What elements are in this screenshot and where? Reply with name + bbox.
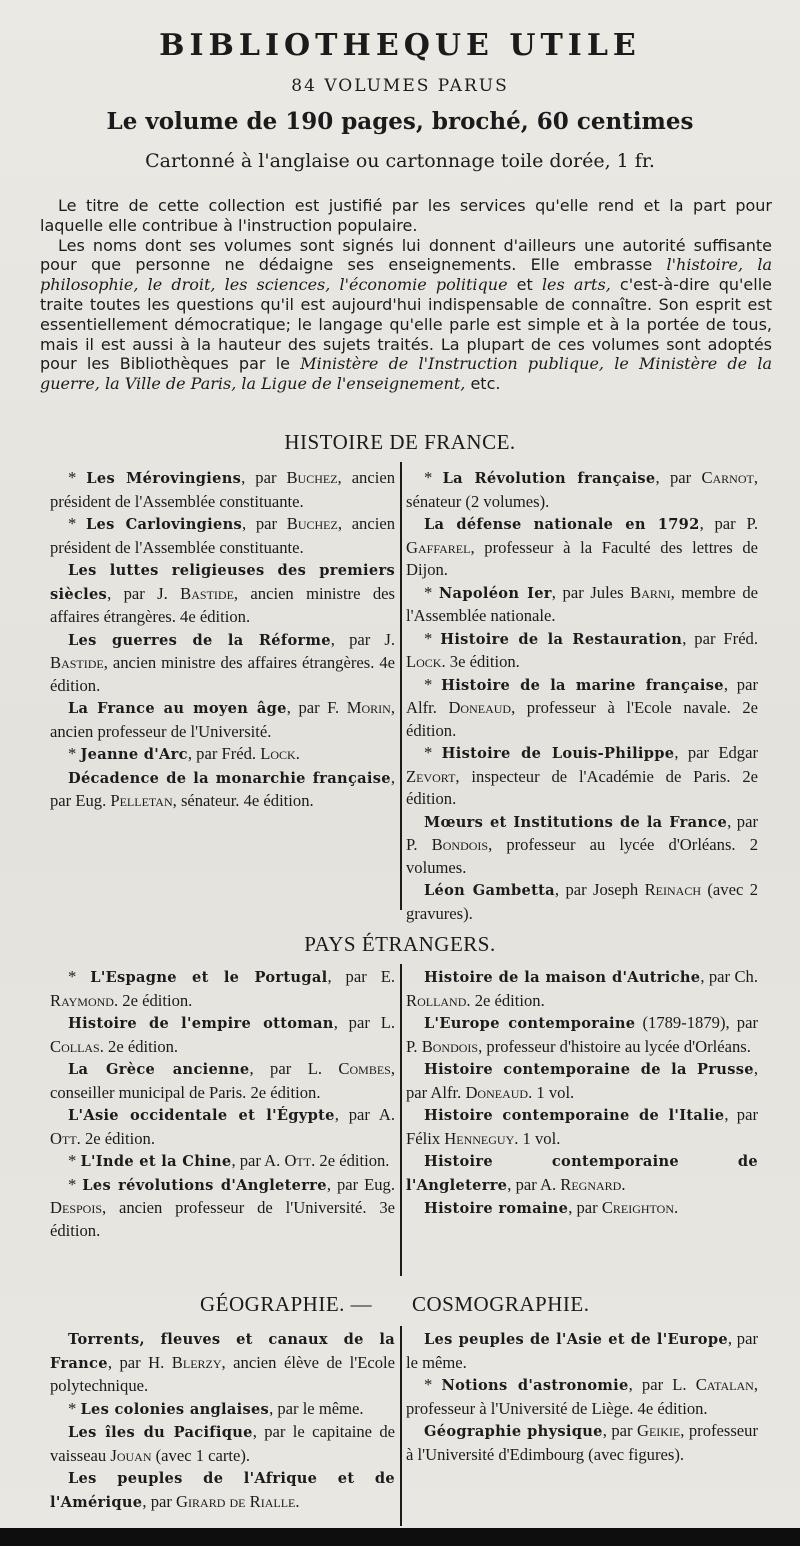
entry-text: , par Jules bbox=[551, 582, 631, 602]
entry-text: , par J. bbox=[107, 583, 181, 603]
book-entry bbox=[50, 697, 395, 743]
book-entry bbox=[50, 467, 395, 513]
intro-italic-2: les arts, bbox=[541, 275, 611, 295]
entry-text: , par Alfr. bbox=[406, 1059, 758, 1102]
entry-details: , professeur à l'Université d'Edimbourg (avec figures). bbox=[406, 1421, 758, 1464]
intro-text-d: etc. bbox=[465, 374, 501, 394]
book-author: Bondois bbox=[421, 1036, 479, 1056]
book-title: Napoléon Ier bbox=[438, 584, 552, 602]
book-entry bbox=[406, 674, 758, 743]
book-entry bbox=[50, 966, 395, 1012]
entry-marker: * bbox=[68, 1398, 81, 1418]
book-title: Décadence de la monarchie française bbox=[68, 769, 391, 787]
book-title: Les peuples de l'Afrique et de l'Amérique bbox=[50, 1470, 395, 1511]
entry-details: , ancien professeur de l'Université. bbox=[50, 698, 395, 741]
book-entry bbox=[406, 628, 758, 674]
entry-text: , par Alfr. bbox=[406, 674, 758, 717]
book-entry bbox=[406, 879, 758, 925]
entry-details: . 3e édition. bbox=[441, 652, 520, 671]
book-entry bbox=[50, 1467, 395, 1514]
book-title: Histoire contemporaine de l'Angleterre bbox=[406, 1153, 758, 1194]
entry-text: , par le capitaine de vaisseau bbox=[50, 1422, 395, 1465]
book-title: L'Inde et la Chine bbox=[80, 1153, 232, 1170]
entry-text: , par bbox=[242, 514, 287, 533]
book-entry bbox=[50, 559, 395, 629]
book-title: Jeanne d'Arc bbox=[80, 746, 188, 763]
entry-text: , par L. bbox=[628, 1375, 696, 1394]
entry-details: . 2e édition. bbox=[113, 990, 193, 1010]
book-title: Histoire de la marine française bbox=[441, 676, 724, 694]
entry-details: , ancien président de l'Assemblée constituante. bbox=[50, 468, 395, 511]
column-divider bbox=[400, 964, 402, 1276]
entry-details: . 2e édition. bbox=[311, 1151, 390, 1170]
bottom-border bbox=[0, 1528, 800, 1546]
book-entry bbox=[406, 467, 758, 513]
book-author: Collas bbox=[50, 1036, 100, 1056]
volumes-count: 84 VOLUMES PARUS bbox=[291, 76, 509, 96]
entry-marker: * bbox=[68, 514, 86, 533]
entry-text: , par Ch. bbox=[700, 967, 758, 986]
entry-details: , conseiller municipal de Paris. 2e édition. bbox=[50, 1059, 395, 1102]
entry-details: , professeur d'histoire au lycée d'Orléans. bbox=[478, 1036, 751, 1056]
book-author: Combes bbox=[338, 1059, 391, 1078]
book-title: Histoire de Louis-Philippe bbox=[441, 745, 675, 762]
section-heading-histoire-france: HISTOIRE DE FRANCE. bbox=[284, 430, 516, 454]
book-author: Catalan bbox=[695, 1375, 754, 1394]
book-author: Bastide bbox=[50, 653, 104, 672]
book-author: Zevort bbox=[406, 766, 456, 786]
geo-left-column bbox=[50, 1328, 395, 1514]
book-entry bbox=[50, 1150, 395, 1174]
book-author: Lock bbox=[260, 744, 296, 763]
entry-text: , par le même. bbox=[269, 1398, 364, 1418]
book-entry bbox=[406, 1374, 758, 1420]
entry-text: , par Joseph bbox=[554, 880, 645, 899]
etrangers-left-column bbox=[50, 966, 395, 1242]
book-entry bbox=[50, 1328, 395, 1398]
book-author: Jouan bbox=[110, 1445, 152, 1465]
entry-details: , sénateur (2 volumes). bbox=[406, 468, 758, 511]
entry-details: (avec 2 gravures). bbox=[406, 880, 758, 923]
entry-text: , par F. bbox=[286, 698, 347, 717]
book-entry bbox=[406, 1012, 758, 1058]
entry-details: , professeur à l'Université de Liège. 4e édition. bbox=[406, 1375, 758, 1418]
book-title: Les luttes religieuses des premiers siècles bbox=[50, 562, 395, 603]
entry-details: . bbox=[295, 1491, 300, 1511]
entry-text: , par P. bbox=[699, 514, 758, 533]
introduction-text bbox=[40, 196, 772, 394]
book-entry bbox=[50, 513, 395, 559]
book-author: Doneaud bbox=[448, 698, 512, 717]
entry-text: , par A. bbox=[231, 1151, 285, 1170]
entry-text: , par bbox=[602, 1421, 637, 1440]
book-title: Mœurs et Institutions de la France bbox=[424, 813, 728, 831]
book-author: Buchez bbox=[286, 468, 338, 487]
entry-text: , par Fréd. bbox=[187, 744, 261, 763]
book-title: Les peuples de l'Asie et de l'Europe bbox=[424, 1331, 728, 1348]
book-author: Buchez bbox=[286, 514, 338, 533]
book-title: Notions d'astronomie bbox=[441, 1377, 629, 1394]
intro-paragraph-1: Le titre de cette collection est justifié par les services qu'elle rend et la part pour laquelle elle contribue à l'instruction populaire. bbox=[40, 196, 772, 235]
entry-text: , par P. bbox=[406, 811, 758, 854]
book-author: Gaffarel bbox=[406, 537, 471, 557]
book-entry bbox=[50, 743, 395, 767]
book-entry bbox=[406, 1420, 758, 1466]
intro-text-b: et bbox=[507, 275, 542, 295]
entry-details: . 2e édition. bbox=[466, 990, 545, 1010]
book-title: Les guerres de la Réforme bbox=[68, 631, 331, 649]
book-entry bbox=[406, 1328, 758, 1374]
book-entry bbox=[50, 1421, 395, 1467]
book-entry bbox=[50, 1104, 395, 1150]
book-entry bbox=[50, 629, 395, 698]
entry-marker: * bbox=[424, 468, 443, 487]
book-author: Ott bbox=[50, 1128, 77, 1148]
section-heading-geographie: GÉOGRAPHIE. — bbox=[200, 1292, 373, 1316]
entry-text: , par L. bbox=[249, 1059, 339, 1078]
book-entry bbox=[50, 1398, 395, 1422]
book-entry bbox=[406, 582, 758, 628]
book-author: Reinach bbox=[644, 880, 701, 899]
entry-marker: * bbox=[68, 468, 87, 487]
book-author: Girard de Rialle bbox=[176, 1491, 296, 1511]
book-entry bbox=[406, 966, 758, 1012]
entry-text: , par le même. bbox=[406, 1329, 758, 1372]
intro-italic-1: l'histoire, la philosophie, le droit, les sciences, l'économie politique bbox=[40, 255, 772, 295]
entry-text: , par Edgar bbox=[674, 743, 758, 762]
book-author: Ott bbox=[284, 1151, 312, 1170]
geo-right-column bbox=[406, 1328, 758, 1466]
book-author: Barni bbox=[630, 582, 671, 602]
entry-text: , par A. bbox=[507, 1174, 561, 1194]
book-title: Histoire de la maison d'Autriche bbox=[424, 969, 701, 986]
entry-details: . bbox=[674, 1198, 679, 1217]
book-entry bbox=[50, 1174, 395, 1243]
etrangers-right-column bbox=[406, 966, 758, 1221]
entry-text: , par A. bbox=[334, 1105, 395, 1124]
book-title: Torrents, fleuves et canaux de la France bbox=[50, 1331, 395, 1372]
book-title: Les Mérovingiens bbox=[86, 470, 242, 487]
entry-marker: * bbox=[68, 1151, 81, 1170]
entry-details: , ancien élève de l'Ecole polytechnique. bbox=[50, 1352, 395, 1395]
france-right-column bbox=[406, 467, 758, 925]
book-title: La défense nationale en 1792 bbox=[424, 516, 700, 533]
collection-title: BIBLIOTHEQUE UTILE bbox=[159, 28, 641, 63]
entry-details: , professeur à la Faculté des lettres de Dijon. bbox=[406, 537, 758, 579]
entry-details: , membre de l'Assemblée nationale. bbox=[406, 582, 758, 625]
entry-marker: * bbox=[68, 1174, 83, 1194]
entry-details: . bbox=[295, 744, 300, 763]
entry-marker: * bbox=[68, 967, 91, 986]
entry-marker: * bbox=[424, 628, 441, 648]
entry-marker: * bbox=[424, 674, 442, 694]
entry-text: , par Eug. bbox=[326, 1174, 395, 1194]
entry-marker: * bbox=[68, 744, 81, 763]
entry-text: , par Fréd. bbox=[682, 628, 759, 648]
book-entry bbox=[406, 1197, 758, 1221]
entry-text: , par J. bbox=[330, 629, 395, 649]
book-title: L'Asie occidentale et l'Égypte bbox=[68, 1107, 335, 1124]
entry-details: , ancien professeur de l'Université. 3e édition. bbox=[50, 1198, 395, 1240]
entry-text: , par L. bbox=[333, 1013, 395, 1032]
book-author: Morin bbox=[346, 698, 391, 717]
entry-details: , ancien ministre des affaires étrangères. 4e édition. bbox=[50, 583, 395, 626]
book-author: Pelletan bbox=[110, 791, 173, 810]
book-author: Lock bbox=[406, 652, 442, 671]
book-title: Les révolutions d'Angleterre bbox=[82, 1176, 327, 1194]
entry-details: , sénateur. 4e édition. bbox=[172, 791, 314, 810]
entry-marker: * bbox=[424, 582, 439, 602]
entry-details: (avec 1 carte). bbox=[151, 1445, 251, 1465]
book-author: Carnot bbox=[701, 468, 754, 487]
book-author: Creighton bbox=[601, 1198, 675, 1217]
entry-text: , par H. bbox=[107, 1352, 172, 1372]
book-author: Bondois bbox=[431, 835, 489, 854]
book-entry bbox=[406, 1104, 758, 1150]
entry-text: (1789-1879), par P. bbox=[406, 1013, 758, 1056]
entry-details: . 2e édition. bbox=[99, 1036, 179, 1056]
book-title: Histoire romaine bbox=[424, 1200, 569, 1217]
book-entry bbox=[406, 513, 758, 582]
book-author: Henneguy bbox=[444, 1128, 515, 1148]
section-heading-cosmographie: COSMOGRAPHIE. bbox=[412, 1292, 590, 1316]
book-title: Les îles du Pacifique bbox=[68, 1424, 253, 1441]
book-title: L'Europe contemporaine bbox=[424, 1015, 636, 1032]
entry-text: , par bbox=[142, 1491, 177, 1511]
france-left-column bbox=[50, 467, 395, 813]
entry-details: , inspecteur de l'Académie de Paris. 2e édition. bbox=[406, 766, 758, 808]
entry-details: . 1 vol. bbox=[514, 1128, 561, 1148]
book-author: Doneaud bbox=[465, 1082, 529, 1102]
entry-details: , professeur au lycée d'Orléans. 2 volumes. bbox=[406, 835, 758, 877]
entry-text: , par bbox=[655, 468, 702, 487]
book-entry bbox=[50, 1058, 395, 1104]
book-title: Histoire de la Restauration bbox=[440, 630, 683, 648]
book-entry bbox=[406, 742, 758, 811]
entry-text: , par bbox=[568, 1198, 602, 1217]
book-title: La France au moyen âge bbox=[68, 700, 287, 717]
book-title: Histoire de l'empire ottoman bbox=[68, 1015, 334, 1032]
entry-text: , par Félix bbox=[406, 1105, 758, 1148]
book-entry bbox=[406, 1058, 758, 1104]
book-author: Raymond bbox=[50, 990, 114, 1010]
intro-paragraph-2 bbox=[40, 236, 772, 394]
book-title: Histoire contemporaine de la Prusse bbox=[424, 1061, 754, 1078]
entry-text: , par E. bbox=[327, 967, 396, 986]
column-divider bbox=[400, 1326, 402, 1526]
book-author: Regnard bbox=[560, 1174, 622, 1194]
book-title: Léon Gambetta bbox=[424, 882, 555, 899]
intro-italic-3: Ministère de l'Instruction publique, le Ministère de la guerre, la Ville de Paris, la Ligue de l'enseignement, bbox=[40, 354, 772, 394]
price-line: Le volume de 190 pages, broché, 60 centimes bbox=[106, 108, 694, 135]
book-author: Despois bbox=[50, 1198, 102, 1217]
book-author: Geikie bbox=[636, 1421, 681, 1440]
intro-text-c: c'est-à-dire qu'elle traite toutes les questions qu'il est aujourd'hui indispensable de connaître. Son esprit est essentiellement démocratique; le langage qu'elle parle est simple et à la portée de tous, mais il est aussi à la hauteur des sujets traités. La plupart de ces volumes sont adoptés pour les Bibliothèques par le bbox=[40, 275, 772, 374]
entry-details: . 2e édition. bbox=[76, 1128, 155, 1148]
entry-details: , professeur à l'Ecole navale. 2e édition. bbox=[406, 698, 758, 740]
book-title: Géographie physique bbox=[424, 1423, 603, 1440]
entry-details: , ancien président de l'Assemblée constituante. bbox=[50, 514, 395, 557]
intro-text-a: Les noms dont ses volumes sont signés lui donnent d'ailleurs une autorité suffisante pour que personne ne dédaigne ses enseignements. Elle embrasse bbox=[40, 235, 772, 275]
entry-details: , ancien ministre des affaires étrangères. 4e édition. bbox=[50, 653, 395, 695]
entry-text: , par bbox=[241, 468, 287, 487]
book-title: La Grèce ancienne bbox=[68, 1061, 250, 1078]
book-author: Blerzy bbox=[171, 1352, 222, 1372]
book-title: La Révolution française bbox=[442, 470, 656, 487]
book-entry bbox=[50, 767, 395, 813]
entry-details: . 1 vol. bbox=[528, 1082, 575, 1102]
book-author: Bastide bbox=[180, 583, 234, 603]
entry-marker: * bbox=[424, 1375, 442, 1394]
book-title: L'Espagne et le Portugal bbox=[90, 969, 328, 986]
book-entry bbox=[50, 1012, 395, 1058]
book-title: Histoire contemporaine de l'Italie bbox=[424, 1107, 725, 1124]
entry-marker: * bbox=[424, 743, 442, 762]
section-heading-pays-etrangers: PAYS ÉTRANGERS. bbox=[304, 932, 496, 956]
book-author: Rolland bbox=[406, 990, 467, 1010]
book-entry bbox=[406, 811, 758, 880]
book-entry bbox=[406, 1150, 758, 1197]
entry-details: . bbox=[621, 1174, 626, 1194]
book-title: Les Carlovingiens bbox=[86, 516, 243, 533]
book-title: Les colonies anglaises bbox=[80, 1400, 270, 1418]
binding-price-line: Cartonné à l'anglaise ou cartonnage toile dorée, 1 fr. bbox=[145, 150, 655, 172]
column-divider bbox=[400, 462, 402, 910]
entry-text: , par Eug. bbox=[50, 767, 395, 810]
